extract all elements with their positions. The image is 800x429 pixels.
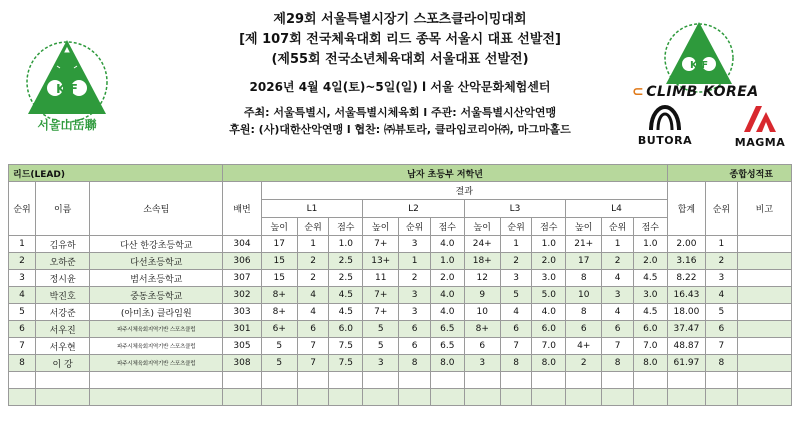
table-row — [9, 338, 792, 355]
cell-bib: 302 — [223, 287, 261, 304]
empty-cell — [399, 389, 431, 406]
host-line: 주최: 서울특별시, 서울특별시체육회 l 주관: 서울특별시산악연맹 — [243, 106, 557, 119]
empty-cell — [706, 389, 738, 406]
empty-cell — [9, 389, 36, 406]
cell-name: 박진호 — [36, 287, 90, 304]
table-row — [9, 355, 792, 372]
empty-cell — [633, 389, 667, 406]
cell-total: 48.87 — [667, 338, 705, 355]
cell-l2-height: 7+ — [363, 236, 399, 253]
cell-l2-score: 4.0 — [430, 236, 464, 253]
header-row-1 — [9, 182, 792, 200]
cell-l2-height: 7+ — [363, 304, 399, 321]
cell-l1-height: 5 — [261, 338, 297, 355]
empty-cell — [500, 372, 532, 389]
header-sub-height: 높이 — [464, 218, 500, 236]
header-team: 소속팀 — [90, 182, 223, 236]
header-rank: 순위 — [9, 182, 36, 236]
empty-cell — [602, 372, 634, 389]
cell-final-rank: 2 — [706, 253, 738, 270]
cell-l1-rank: 7 — [297, 338, 329, 355]
cell-l2-height: 11 — [363, 270, 399, 287]
cell-l1-height: 17 — [261, 236, 297, 253]
date-venue: 2026년 4월 4일(토)~5일(일) l 서울 산악문화체험센터 — [249, 80, 551, 94]
cell-rank: 5 — [9, 304, 36, 321]
cell-l3-score: 8.0 — [532, 355, 566, 372]
cell-note — [737, 253, 791, 270]
header-sub-score: 점수 — [329, 218, 363, 236]
table-row — [9, 253, 792, 270]
table-row — [9, 270, 792, 287]
butora-mark-icon — [645, 104, 685, 132]
cell-l1-height: 5 — [261, 355, 297, 372]
empty-cell — [329, 389, 363, 406]
title-line-3: (제55회 전국소년체육대회 서울대표 선발전) — [271, 52, 529, 67]
empty-cell — [464, 372, 500, 389]
empty-cell — [566, 372, 602, 389]
category-row — [9, 165, 792, 182]
cell-l3-score: 2.0 — [532, 253, 566, 270]
cell-rank: 8 — [9, 355, 36, 372]
cell-l1-height: 15 — [261, 253, 297, 270]
cell-name: 김유하 — [36, 236, 90, 253]
cell-total: 2.00 — [667, 236, 705, 253]
cell-l3-rank: 4 — [500, 304, 532, 321]
cell-l1-rank: 2 — [297, 253, 329, 270]
cell-l2-score: 1.0 — [430, 253, 464, 270]
cell-bib: 307 — [223, 270, 261, 287]
magma-logo — [732, 104, 788, 149]
cell-l1-rank: 4 — [297, 287, 329, 304]
cell-rank: 3 — [9, 270, 36, 287]
cell-l3-height: 24+ — [464, 236, 500, 253]
cell-l2-score: 6.5 — [430, 321, 464, 338]
cell-l3-rank: 8 — [500, 355, 532, 372]
cell-l2-rank: 6 — [399, 338, 431, 355]
cell-l2-height: 3 — [363, 355, 399, 372]
cell-final-rank: 7 — [706, 338, 738, 355]
cell-final-rank: 4 — [706, 287, 738, 304]
cell-l3-score: 4.0 — [532, 304, 566, 321]
butora-logo — [634, 104, 696, 147]
cell-l2-rank: 3 — [399, 236, 431, 253]
cell-l4-height: 8 — [566, 270, 602, 287]
cell-l1-score: 6.0 — [329, 321, 363, 338]
title-block — [175, 10, 625, 138]
cell-l4-score: 2.0 — [633, 253, 667, 270]
cell-l4-rank: 1 — [602, 236, 634, 253]
cell-l3-height: 12 — [464, 270, 500, 287]
header-route-l3: L3 — [464, 200, 566, 218]
header-sub-score: 점수 — [532, 218, 566, 236]
cell-team: 중동초등학교 — [90, 287, 223, 304]
table-row — [9, 304, 792, 321]
empty-cell — [9, 372, 36, 389]
cell-note — [737, 304, 791, 321]
cell-bib: 303 — [223, 304, 261, 321]
cell-team: 다선초등학교 — [90, 253, 223, 270]
cell-l1-score: 2.5 — [329, 270, 363, 287]
cell-l4-score: 3.0 — [633, 287, 667, 304]
cell-l4-height: 8 — [566, 304, 602, 321]
header-sub-height: 높이 — [261, 218, 297, 236]
cell-l1-rank: 6 — [297, 321, 329, 338]
cell-l1-height: 15 — [261, 270, 297, 287]
climb-korea-logo — [632, 84, 759, 100]
empty-cell — [602, 389, 634, 406]
cell-note — [737, 355, 791, 372]
svg-text:K F: K F — [56, 82, 78, 96]
svg-text:서울山岳聯: 서울山岳聯 — [37, 118, 97, 132]
empty-cell — [566, 389, 602, 406]
cell-l3-rank: 2 — [500, 253, 532, 270]
header-bib: 배번 — [223, 182, 261, 236]
cell-rank: 2 — [9, 253, 36, 270]
header-route-l1: L1 — [261, 200, 363, 218]
cell-note — [737, 270, 791, 287]
cell-l1-score: 4.5 — [329, 287, 363, 304]
cell-bib: 301 — [223, 321, 261, 338]
cell-rank: 7 — [9, 338, 36, 355]
category-discipline: 리드(LEAD) — [9, 165, 223, 182]
cell-l4-score: 1.0 — [633, 236, 667, 253]
cell-l4-score: 4.5 — [633, 304, 667, 321]
empty-cell — [667, 372, 705, 389]
cell-bib: 308 — [223, 355, 261, 372]
cell-l4-score: 4.5 — [633, 270, 667, 287]
header-name: 이름 — [36, 182, 90, 236]
cell-rank: 1 — [9, 236, 36, 253]
empty-cell — [363, 372, 399, 389]
cell-final-rank: 6 — [706, 321, 738, 338]
cell-l1-rank: 7 — [297, 355, 329, 372]
empty-cell — [261, 372, 297, 389]
empty-cell — [667, 389, 705, 406]
empty-cell — [532, 389, 566, 406]
cell-l4-rank: 3 — [602, 287, 634, 304]
seoul-alpine-federation-logo — [22, 36, 112, 136]
cell-l4-score: 6.0 — [633, 321, 667, 338]
empty-cell — [36, 389, 90, 406]
cell-total: 3.16 — [667, 253, 705, 270]
cell-l4-height: 21+ — [566, 236, 602, 253]
cell-l3-score: 1.0 — [532, 236, 566, 253]
cell-final-rank: 8 — [706, 355, 738, 372]
header-sub-rank: 순위 — [602, 218, 634, 236]
empty-cell — [223, 389, 261, 406]
table-row — [9, 287, 792, 304]
cell-name: 이 강 — [36, 355, 90, 372]
title-line-2: [제 107회 전국체육대회 리드 종목 서울시 대표 선발전] — [239, 32, 561, 47]
magma-text: MAGMA — [734, 136, 786, 149]
header-sub-height: 높이 — [566, 218, 602, 236]
empty-cell — [633, 372, 667, 389]
cell-final-rank: 1 — [706, 236, 738, 253]
header-total: 합계 — [667, 182, 705, 236]
cell-l2-score: 4.0 — [430, 304, 464, 321]
cell-l2-height: 7+ — [363, 287, 399, 304]
cell-l2-rank: 8 — [399, 355, 431, 372]
cell-l1-height: 8+ — [261, 287, 297, 304]
cell-team: 범서초등학교 — [90, 270, 223, 287]
magma-mark-icon — [740, 104, 780, 134]
cell-l1-height: 8+ — [261, 304, 297, 321]
climb-korea-text: CLIMB KOREA — [646, 84, 759, 100]
cell-team: (아미초) 클라임원 — [90, 304, 223, 321]
cell-name: 서우현 — [36, 338, 90, 355]
empty-cell — [363, 389, 399, 406]
support-line: 후원: (사)대한산악연맹 l 협찬: ㈜뷰토라, 클라임코리아㈜, 마그마홀드 — [229, 123, 571, 136]
empty-row — [9, 389, 792, 406]
header-sub-height: 높이 — [363, 218, 399, 236]
header-sub-score: 점수 — [633, 218, 667, 236]
header-sub-rank: 순위 — [399, 218, 431, 236]
cell-l3-height: 3 — [464, 355, 500, 372]
cell-note — [737, 321, 791, 338]
cell-l3-height: 18+ — [464, 253, 500, 270]
table-row — [9, 236, 792, 253]
cell-l2-rank: 3 — [399, 304, 431, 321]
empty-cell — [297, 389, 329, 406]
cell-note — [737, 338, 791, 355]
cell-l1-rank: 1 — [297, 236, 329, 253]
cell-name: 오하준 — [36, 253, 90, 270]
empty-cell — [430, 389, 464, 406]
cell-l3-score: 7.0 — [532, 338, 566, 355]
empty-row — [9, 372, 792, 389]
cell-note — [737, 287, 791, 304]
cell-l4-height: 17 — [566, 253, 602, 270]
cell-team: 파주시체육회지역기반 스포츠클럽 — [90, 355, 223, 372]
cell-final-rank: 5 — [706, 304, 738, 321]
cell-l4-rank: 6 — [602, 321, 634, 338]
cell-l1-rank: 2 — [297, 270, 329, 287]
cell-name: 정시윤 — [36, 270, 90, 287]
cell-team: 다산 한강초등학교 — [90, 236, 223, 253]
document-header — [0, 0, 800, 160]
title-line-1: 제29회 서울특별시장기 스포츠클라이밍대회 — [273, 12, 527, 27]
butora-text: BUTORA — [637, 134, 693, 147]
cell-name: 서우진 — [36, 321, 90, 338]
cell-l2-height: 5 — [363, 321, 399, 338]
empty-cell — [532, 372, 566, 389]
cell-l1-score: 7.5 — [329, 338, 363, 355]
empty-cell — [36, 372, 90, 389]
category-report-type: 종합성적표 — [667, 165, 791, 182]
cell-l3-score: 3.0 — [532, 270, 566, 287]
empty-cell — [737, 389, 791, 406]
results-body — [9, 236, 792, 406]
empty-cell — [464, 389, 500, 406]
cell-bib: 306 — [223, 253, 261, 270]
cell-l3-rank: 7 — [500, 338, 532, 355]
header-route-l2: L2 — [363, 200, 465, 218]
cell-note — [737, 236, 791, 253]
cell-l1-rank: 4 — [297, 304, 329, 321]
empty-cell — [223, 372, 261, 389]
cell-bib: 305 — [223, 338, 261, 355]
category-division: 남자 초등부 저학년 — [223, 165, 667, 182]
cell-team: 파주시체육회지역기반 스포츠클럽 — [90, 338, 223, 355]
cell-l3-score: 5.0 — [532, 287, 566, 304]
cell-l3-height: 6 — [464, 338, 500, 355]
header-sub-score: 점수 — [430, 218, 464, 236]
empty-cell — [430, 372, 464, 389]
cell-l3-height: 8+ — [464, 321, 500, 338]
cell-l1-score: 4.5 — [329, 304, 363, 321]
cell-l3-height: 10 — [464, 304, 500, 321]
empty-cell — [500, 389, 532, 406]
cell-l2-height: 13+ — [363, 253, 399, 270]
cell-l4-height: 4+ — [566, 338, 602, 355]
cell-l3-rank: 6 — [500, 321, 532, 338]
header-route-l4: L4 — [566, 200, 668, 218]
climb-korea-mark-icon: ⊂ — [632, 84, 645, 100]
cell-name: 서강준 — [36, 304, 90, 321]
cell-l1-score: 2.5 — [329, 253, 363, 270]
cell-l3-rank: 1 — [500, 236, 532, 253]
table-row — [9, 321, 792, 338]
header-final-rank: 순위 — [706, 182, 738, 236]
header-sub-rank: 순위 — [297, 218, 329, 236]
cell-l2-rank: 6 — [399, 321, 431, 338]
cell-l2-score: 8.0 — [430, 355, 464, 372]
cell-l3-height: 9 — [464, 287, 500, 304]
cell-l2-rank: 3 — [399, 287, 431, 304]
cell-total: 18.00 — [667, 304, 705, 321]
cell-l2-score: 4.0 — [430, 287, 464, 304]
cell-total: 61.97 — [667, 355, 705, 372]
cell-l4-height: 2 — [566, 355, 602, 372]
cell-rank: 6 — [9, 321, 36, 338]
header-note: 비고 — [737, 182, 791, 236]
cell-l3-rank: 3 — [500, 270, 532, 287]
empty-cell — [329, 372, 363, 389]
cell-l4-height: 6 — [566, 321, 602, 338]
cell-total: 8.22 — [667, 270, 705, 287]
cell-l1-score: 1.0 — [329, 236, 363, 253]
cell-l4-rank: 8 — [602, 355, 634, 372]
cell-l4-rank: 4 — [602, 304, 634, 321]
cell-l3-rank: 5 — [500, 287, 532, 304]
header-results: 결과 — [261, 182, 667, 200]
cell-rank: 4 — [9, 287, 36, 304]
svg-text:K F: K F — [689, 60, 709, 71]
cell-l4-score: 8.0 — [633, 355, 667, 372]
results-table — [8, 164, 792, 406]
cell-l4-rank: 4 — [602, 270, 634, 287]
cell-total: 16.43 — [667, 287, 705, 304]
header-sub-rank: 순위 — [500, 218, 532, 236]
cell-l2-score: 2.0 — [430, 270, 464, 287]
empty-cell — [90, 389, 223, 406]
cell-l4-height: 10 — [566, 287, 602, 304]
cell-l1-score: 7.5 — [329, 355, 363, 372]
cell-l3-score: 6.0 — [532, 321, 566, 338]
cell-l2-score: 6.5 — [430, 338, 464, 355]
cell-l1-height: 6+ — [261, 321, 297, 338]
cell-l4-rank: 7 — [602, 338, 634, 355]
cell-l2-rank: 1 — [399, 253, 431, 270]
empty-cell — [261, 389, 297, 406]
cell-bib: 304 — [223, 236, 261, 253]
empty-cell — [706, 372, 738, 389]
empty-cell — [90, 372, 223, 389]
cell-l2-rank: 2 — [399, 270, 431, 287]
empty-cell — [297, 372, 329, 389]
cell-team: 파주시체육회지역기반 스포츠클럽 — [90, 321, 223, 338]
empty-cell — [399, 372, 431, 389]
cell-final-rank: 3 — [706, 270, 738, 287]
cell-total: 37.47 — [667, 321, 705, 338]
cell-l4-rank: 2 — [602, 253, 634, 270]
cell-l2-height: 5 — [363, 338, 399, 355]
cell-l4-score: 7.0 — [633, 338, 667, 355]
empty-cell — [737, 372, 791, 389]
